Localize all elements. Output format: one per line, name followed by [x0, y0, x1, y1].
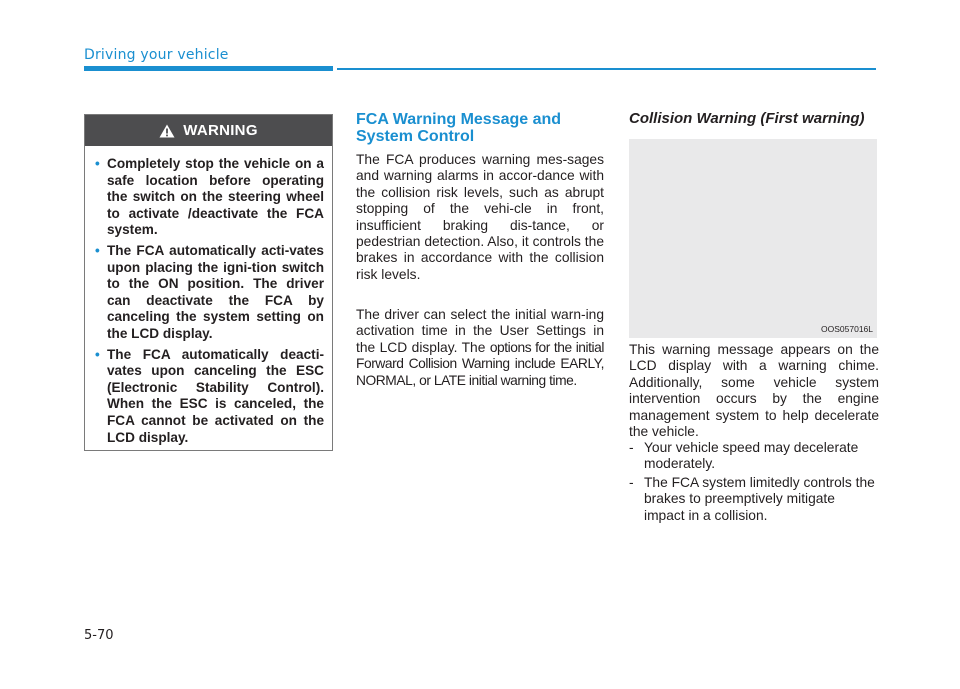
subsection-heading: Collision Warning (First warning): [629, 110, 865, 127]
header-rule-thick: [84, 66, 333, 71]
list-item-text: Your vehicle speed may decelerate moderately.: [644, 440, 859, 472]
page-number: 5-70: [84, 628, 114, 643]
warning-item: [95, 156, 324, 239]
warning-title: WARNING: [183, 122, 258, 139]
section-heading: FCA Warning Message and System Control: [356, 111, 562, 145]
warning-item-text: The FCA automatically deacti-vates upon canceling the ESC (Electronic Stability Control). When the ESC is canceled, the FCA cannot be activated on the LCD display.: [107, 346, 324, 445]
warning-item: [95, 242, 324, 343]
warning-list: [85, 146, 332, 446]
header-rule-thin: [337, 68, 876, 70]
bullet-icon: •: [95, 156, 100, 171]
bullet-icon: •: [95, 242, 100, 258]
bullet-icon: •: [95, 346, 100, 362]
section-title: Driving your vehicle: [84, 47, 229, 63]
warning-item-text: Completely stop the vehicle on a safe location before operating the switch on the steering wheel to activate /deactivate the FCA system.: [107, 156, 324, 238]
body-paragraph-text: options for the initial Forward Collision Warning include EARLY, NORMAL, or LATE initial warning time.: [356, 339, 604, 388]
warning-header: [85, 115, 332, 146]
warning-triangle-icon: [159, 124, 175, 138]
body-paragraph: The FCA produces warning mes-sages and warning alarms in accor-dance with the collision risk levels, such as abrupt stopping of the vehi-cle in front, insufficient braking dis-tance, or pedestrian detection. Also, it controls the brakes in accordance with the collision risk levels.: [356, 152, 604, 282]
warning-item: [95, 346, 324, 447]
body-paragraph-text: The driver can select the initial warn-ing activation time in the User Settings in the LCD display. The: [356, 307, 604, 355]
list-item-text: The FCA system limitedly controls the brakes to preemptively mitigate impact in a collision.: [644, 474, 875, 523]
dash-list: [629, 440, 879, 526]
warning-item-text: The FCA automatically acti-vates upon placing the igni-tion switch to the ON position. The driver can deactivate the FCA by canceling the system setting on the LCD display.: [107, 242, 324, 341]
illustration-placeholder: [629, 139, 877, 338]
list-item: [629, 475, 879, 524]
warning-box: [84, 114, 333, 451]
image-code: OOS057016L: [821, 324, 873, 334]
list-item: [629, 440, 879, 473]
dash-marker: -: [629, 474, 634, 490]
body-paragraph: This warning message appears on the LCD display with a warning chime. Additionally, some vehicle system intervention occurs by the engine management system to help decelerate the vehicle.: [629, 342, 879, 440]
dash-marker: -: [629, 440, 634, 455]
body-paragraph: [356, 307, 604, 389]
